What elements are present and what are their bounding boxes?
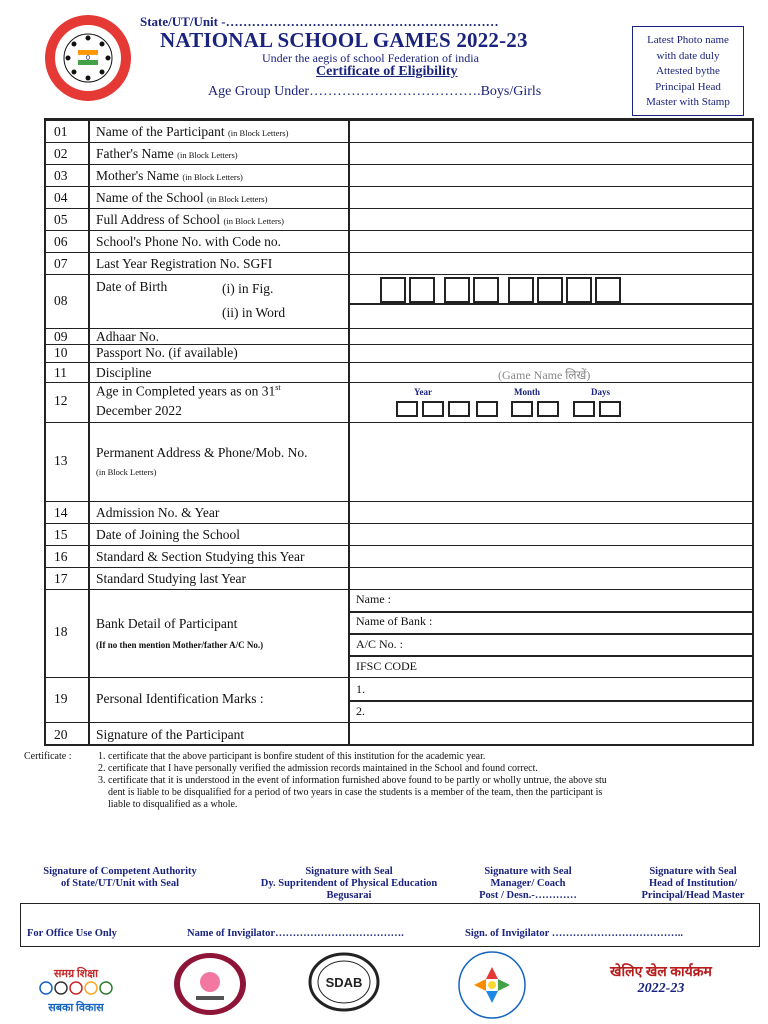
row-number: 19 — [54, 691, 68, 706]
photo-box-line: Latest Photo name — [647, 34, 729, 46]
sdab-logo-text: SDAB — [325, 975, 363, 990]
eligibility-form — [44, 118, 754, 746]
form-row-06 — [46, 230, 752, 252]
row-number: 01 — [54, 124, 68, 139]
row-number: 12 — [54, 393, 68, 408]
form-row-07 — [46, 252, 752, 274]
signature-manager-coach: Signature with Seal Manager/ Coach Post / Desn.-………… — [479, 866, 577, 901]
row-number: 04 — [54, 190, 68, 205]
row-label: Name of the Participant (in Block Letters) — [96, 124, 289, 139]
row-note: (If no then mention Mother/father A/C No.) — [96, 640, 264, 650]
education-department-seal — [172, 952, 248, 1016]
certificate-lead: Certificate : — [24, 751, 72, 762]
id-mark-1-field[interactable]: 1. — [356, 682, 365, 696]
form-row-05 — [46, 208, 752, 230]
form-row-10 — [46, 344, 752, 362]
cell-divider — [350, 655, 752, 657]
row-label: Date of Joining the School — [96, 527, 240, 542]
dob-digit-box[interactable] — [595, 277, 621, 303]
row-number: 10 — [54, 345, 68, 360]
row-number: 17 — [54, 571, 68, 586]
row-number: 02 — [54, 146, 68, 161]
year-label: Year — [414, 387, 432, 397]
signature-head-of-institution: Signature with Seal Head of Institution/ Principal/Head Master — [641, 866, 745, 901]
physical-education-office-logo — [44, 14, 132, 102]
row-label: Standard & Section Studying this Year — [96, 549, 305, 564]
dob-word-label: (ii) in Word — [222, 305, 286, 320]
age-year-box[interactable] — [448, 401, 470, 417]
row-label: Name of the School (in Block Letters) — [96, 190, 268, 205]
form-row-04 — [46, 186, 752, 208]
row-label: Age in Completed years as on 31st — [96, 383, 281, 399]
bank-ifsc-field[interactable]: IFSC CODE — [356, 659, 418, 673]
row-label: Signature of the Participant — [96, 727, 245, 742]
invigilator-name-field[interactable]: Name of Invigilator………………………………. — [187, 928, 404, 939]
form-row-09 — [46, 328, 752, 344]
row-label: Full Address of School (in Block Letters) — [96, 212, 284, 227]
row-label: Mother's Name (in Block Letters) — [96, 168, 243, 183]
cell-divider — [350, 633, 752, 635]
id-mark-2-field[interactable]: 2. — [356, 704, 365, 718]
row-number: 15 — [54, 527, 68, 542]
row-number: 13 — [54, 453, 68, 468]
bank-bank-field[interactable]: Name of Bank : — [356, 614, 433, 628]
signature-competent-authority: Signature of Competent Authority of State/UT/Unit with Seal — [43, 866, 197, 889]
age-year-box[interactable] — [476, 401, 498, 417]
row-label: Bank Detail of Participant — [96, 616, 238, 631]
certificate-title: Certificate of Eligibility — [316, 64, 458, 79]
certificate-item: 2. certificate that I have personally verified the admission records maintained in the School and found correct. — [98, 763, 538, 774]
bank-account-field[interactable]: A/C No. : — [356, 637, 404, 651]
cell-divider — [350, 611, 752, 613]
row-number: 16 — [54, 549, 68, 564]
row-label: Date of Birth — [96, 279, 168, 294]
office-use-label: For Office Use Only — [27, 928, 117, 939]
office-use-box — [20, 903, 760, 947]
photo-box-line: with date duly — [656, 49, 720, 62]
age-group-line: Age Group Under……………………………….Boys/Girls — [208, 84, 542, 99]
row-label: Father's Name (in Block Letters) — [96, 146, 238, 161]
cell-divider — [350, 303, 752, 305]
state-ut-unit-line: State/UT/Unit -……………………………………………………… — [140, 14, 499, 29]
certificate-item: dent is liable to be disqualified for a period of two years in case the students is a member of the team, then the participant is — [108, 787, 603, 798]
form-row-11 — [46, 362, 752, 382]
form-row-12 — [46, 382, 752, 422]
game-name-hint: (Game Name लिखें) — [498, 368, 591, 382]
days-label: Days — [591, 387, 611, 397]
dob-digit-box[interactable] — [537, 277, 563, 303]
row-label: Last Year Registration No. SGFI — [96, 256, 273, 271]
row-label: Discipline — [96, 365, 152, 380]
form-row-13 — [46, 422, 752, 501]
khel-karyakram-logo: खेलिए खेल कार्यक्रम 2022-23 — [610, 965, 712, 996]
month-label: Month — [514, 387, 541, 397]
form-row-01 — [46, 120, 752, 142]
certificate-item: 1. certificate that the above participant is bonfire student of this institution for the academic year. — [98, 751, 486, 762]
age-days-box[interactable] — [599, 401, 621, 417]
certificate-item: 3. certificate that it is understood in the event of information furnished above found to be partly or wholly untrue, the above stu — [98, 775, 607, 786]
form-row-15 — [46, 523, 752, 545]
rings-icon — [16, 981, 136, 995]
cell-divider — [350, 700, 752, 702]
age-year-box[interactable] — [422, 401, 444, 417]
dob-digit-box[interactable] — [444, 277, 470, 303]
row-number: 20 — [54, 727, 68, 742]
dob-digit-box[interactable] — [380, 277, 406, 303]
age-month-box[interactable] — [511, 401, 533, 417]
row-label: Standard Studying last Year — [96, 571, 246, 586]
samagra-shiksha-logo: समग्र शिक्षा सबका विकास — [16, 966, 136, 1006]
row-number: 11 — [54, 365, 67, 380]
row-number: 03 — [54, 168, 68, 183]
form-row-17 — [46, 567, 752, 589]
row-label: Personal Identification Marks : — [96, 691, 264, 706]
age-days-box[interactable] — [573, 401, 595, 417]
form-row-14 — [46, 501, 752, 523]
row-note: (in Block Letters) — [96, 467, 157, 477]
photo-box — [632, 26, 744, 116]
dob-digit-box[interactable] — [566, 277, 592, 303]
row-number: 07 — [54, 256, 68, 271]
form-row-18 — [46, 589, 752, 677]
row-number: 05 — [54, 212, 68, 227]
photo-box-line: Principal Head — [655, 80, 721, 93]
row-label: Passport No. (if available) — [96, 345, 238, 360]
sdab-logo — [308, 952, 380, 1012]
certificate-items — [98, 751, 764, 811]
form-row-20 — [46, 722, 752, 746]
aegis-subtitle: Under the aegis of school Federation of india — [262, 51, 479, 65]
photo-box-line: Master with Stamp — [646, 96, 730, 108]
dob-fig-label: (i) in Fig. — [222, 281, 274, 296]
age-month-box[interactable] — [537, 401, 559, 417]
form-row-02 — [46, 142, 752, 164]
header — [0, 0, 768, 118]
row-label: Adhaar No. — [96, 329, 159, 344]
row-number: 06 — [54, 234, 68, 249]
signature-dy-superintendent: Signature with Seal Dy. Supritendent of Physical Education Begusarai — [260, 866, 438, 901]
certificate-item: liable to disqualified as a whole. — [108, 799, 238, 810]
invigilator-sign-field[interactable]: Sign. of Invigilator ……………………………….. — [465, 928, 683, 939]
row-number: 09 — [54, 329, 68, 344]
dob-digit-box[interactable] — [473, 277, 499, 303]
row-label: Permanent Address & Phone/Mob. No. — [96, 445, 308, 460]
bank-name-field[interactable]: Name : — [356, 592, 391, 606]
dob-digit-box[interactable] — [409, 277, 435, 303]
row-label: School's Phone No. with Code no. — [96, 234, 282, 249]
row-number: 18 — [54, 624, 68, 639]
dob-digit-box[interactable] — [508, 277, 534, 303]
form-row-03 — [46, 164, 752, 186]
age-year-box[interactable] — [396, 401, 418, 417]
khelo-logo — [452, 950, 532, 1020]
row-number: 08 — [54, 293, 68, 308]
form-row-08 — [46, 274, 752, 328]
form-row-19 — [46, 677, 752, 722]
row-label: Admission No. & Year — [96, 505, 220, 520]
photo-box-line: Attested bythe — [656, 65, 720, 77]
row-number: 14 — [54, 505, 68, 520]
row-label-line2: December 2022 — [96, 403, 182, 418]
page-title: NATIONAL SCHOOL GAMES 2022-23 — [160, 28, 528, 52]
form-row-16 — [46, 545, 752, 567]
